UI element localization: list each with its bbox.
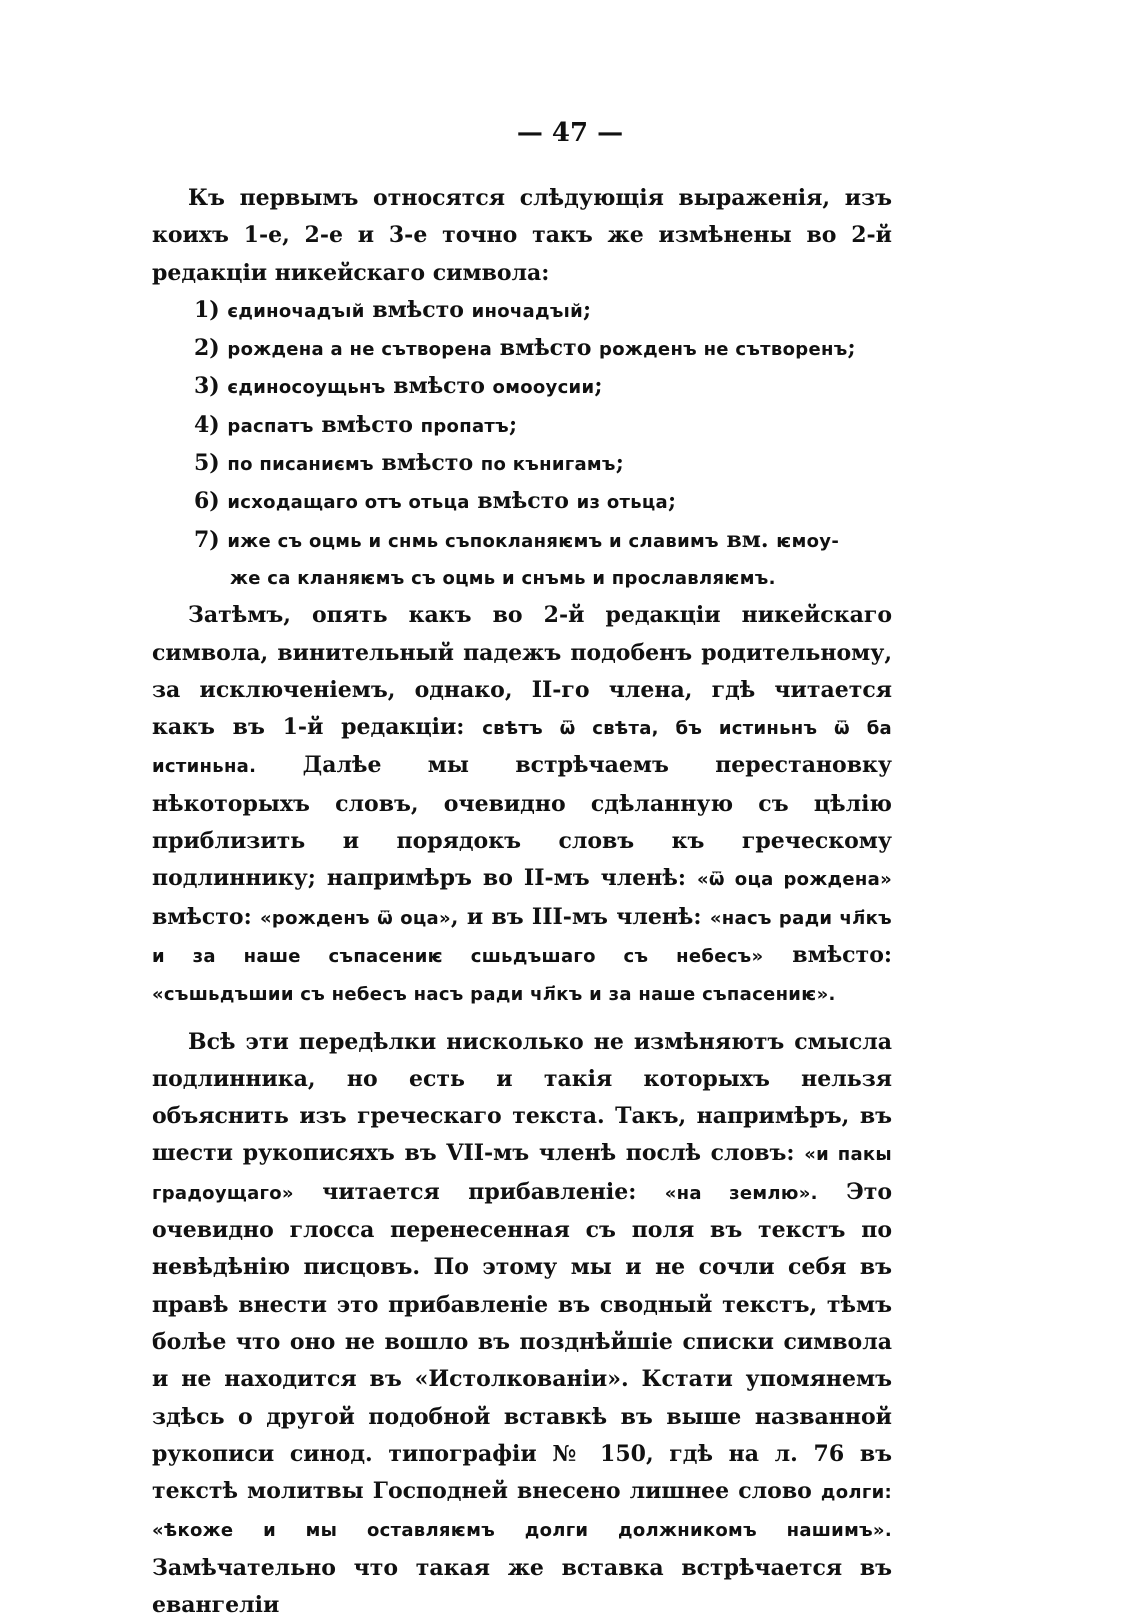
list-item: 7) иже съ оцмь и снмь съпокланяѥмъ и славимъ вм. ѥмоу- же са кланяѥмъ съ оцмь и снъмь и прославляѥмъ. [152,522,892,598]
list-item: 4) распатъ вмѣсто пропатъ; [194,411,518,438]
paragraph-3: Всѣ эти передѣлки нисколько не измѣняютъ смысла подлинника, но есть и такія которыхъ нельзя объяснить изъ греческаго текста. Такъ, напримѣръ, въ шести рукописяхъ въ VII-мъ членѣ послѣ словъ: «и пакы градоущаго» читается прибавленіе: «на землю». Это очевидно глосса перенесенная съ поля въ текстъ по невѣдѣнію писцовъ. По этому мы и не сочли себя въ правѣ внести это прибавленіе въ сводный текстъ, тѣмъ болѣе что оно не вошло въ позднѣйшіе списки символа и не находится въ «Истолкованіи». Кстати упомянемъ здѣсь о другой подобной вставкѣ въ выше названной рукописи синод. типографіи № 150, гдѣ на л. 76 въ текстѣ молитвы Господней внесено лишнее слово долги: «ѣкоже и мы оставляѥмъ долги должникомъ нашимъ». Замѣчательно что такая же вставка встрѣчается въ евангеліи [152,1028,893,1618]
body-text [152,180,892,1624]
list-item-continuation: же са кланяѥмъ съ оцмь и снъмь и прославляѥмъ. [230,567,776,589]
list-item: 6) исходащаго отъ отьца вмѣсто из отьца; [194,488,677,515]
page-number: — 47 — [516,118,624,148]
list-item: 2) рождена а не сътворена вмѣсто рожденъ не сътворенъ; [194,335,856,362]
list-item: 1) єдиночадъıй вмѣсто иночадъıй; [194,296,592,323]
list-item: 3) єдиносоущьнъ вмѣсто омооусии; [194,373,603,400]
intro-paragraph: Къ первымъ относятся слѣдующія выраженія, изъ коихъ 1-е, 2-е и 3-е точно такъ же измѣнены во 2-й редакціи никейскаго символа: [152,185,892,286]
paragraph-2: Затѣмъ, опять какъ во 2-й редакціи никейскаго символа, винительный падежъ подобенъ родительному, за исключеніемъ, однако, II-го члена, гдѣ читается какъ въ 1-й редакціи: свѣтъ ѿ свѣта, бъ истиньнъ ѿ ба истиньна. Далѣе мы встрѣчаемъ перестановку нѣкоторыхъ словъ, очевидно сдѣланную съ цѣлію приблизить и порядокъ словъ къ греческому подлиннику; напримѣръ во II-мъ членѣ: «ѿ оца рождена» вмѣсто: «рожденъ ѿ оца», и въ III-мъ членѣ: «насъ ради чл҃къ и за наше съпасениѥ сшьдъшаго съ небесъ» вмѣсто: «съшьдъшии съ небесъ насъ ради чл҃къ и за наше съпасениѥ». [152,602,893,1006]
variant-list [152,292,892,597]
list-item: 5) по писаниємъ вмѣсто по кънигамъ; [194,450,624,477]
